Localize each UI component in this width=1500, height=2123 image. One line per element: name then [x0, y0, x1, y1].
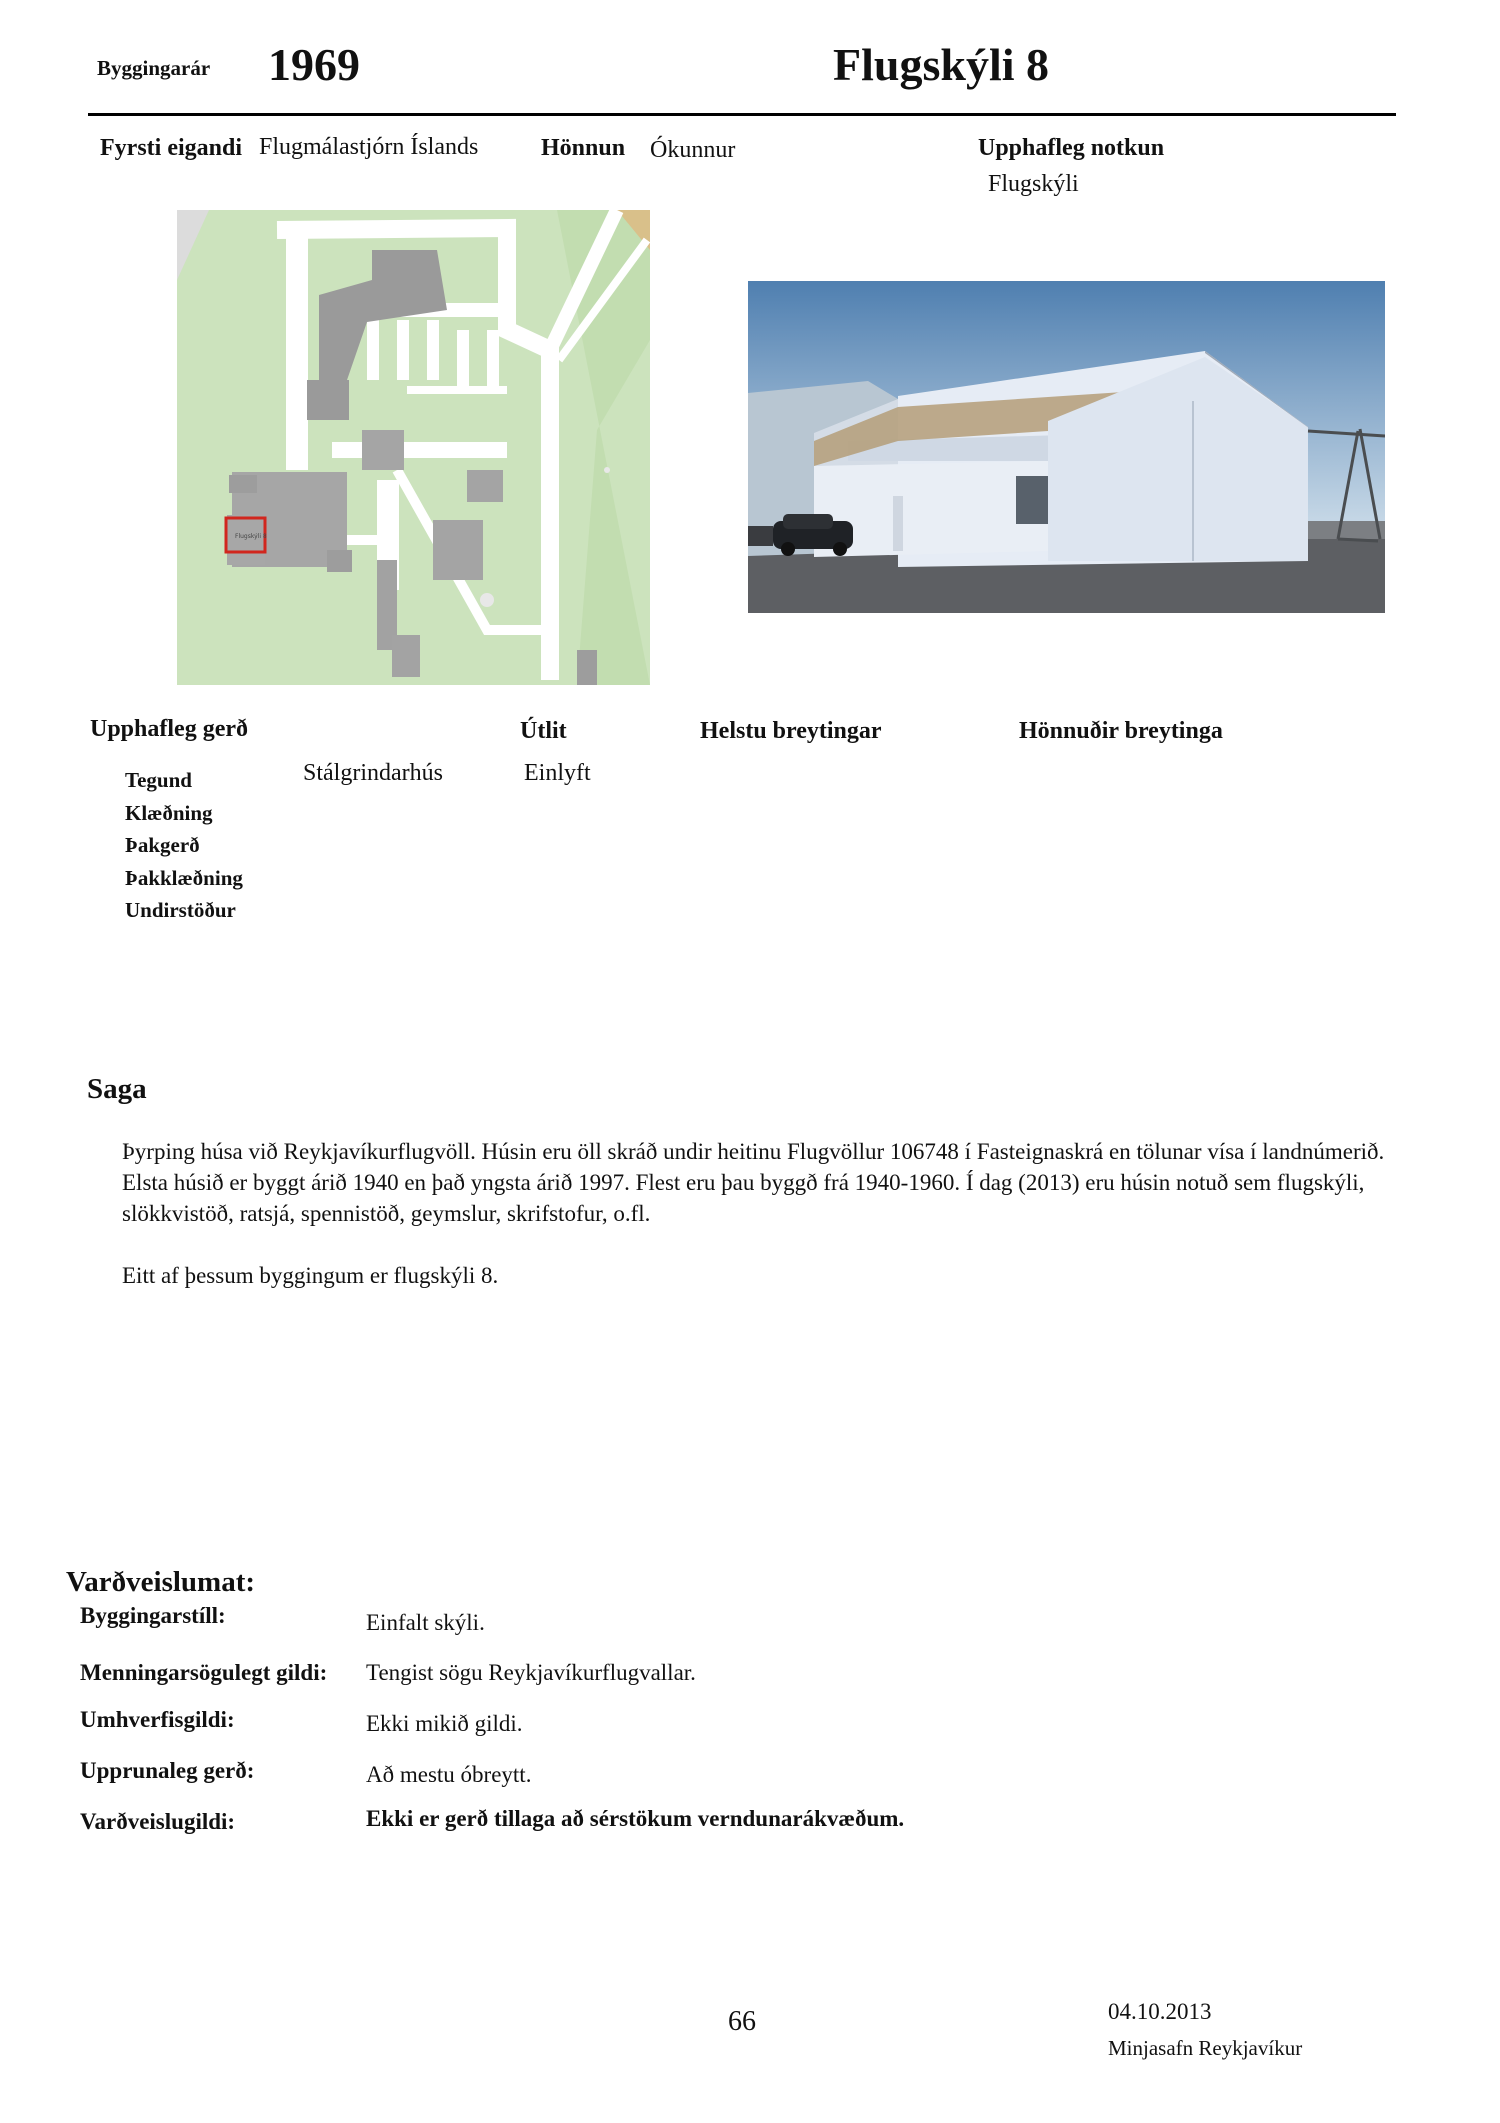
conservation-label-cultural: Menningarsögulegt gildi: — [80, 1660, 328, 1685]
conservation-value-style: Einfalt skýli. — [366, 1610, 485, 1635]
type-value: Stálgrindarhús — [303, 760, 443, 786]
hangar-photo — [748, 281, 1385, 613]
design-label: Hönnun — [541, 135, 626, 161]
original-type-heading: Upphafleg gerð — [90, 716, 248, 742]
spec-row-cladding: Klæðning — [125, 800, 213, 825]
spec-row-roof-type: Þakgerð — [125, 833, 200, 857]
history-paragraph-2: Eitt af þessum byggingum er flugskýli 8. — [122, 1263, 499, 1288]
appearance-value: Einlyft — [524, 760, 591, 786]
history-heading: Saga — [87, 1073, 147, 1105]
spec-rows — [125, 764, 243, 927]
page-number: 66 — [728, 2006, 756, 2037]
owner-value: Flugmálastjórn Íslands — [259, 134, 479, 160]
hangar-8-map-label: Flugskýli 8 — [235, 533, 267, 540]
conservation-label-value: Varðveislugildi: — [80, 1809, 236, 1834]
header-divider — [88, 113, 1396, 116]
construction-year-label: Byggingarár — [97, 56, 211, 80]
appearance-heading: Útlit — [520, 718, 567, 744]
spec-row-type: Tegund — [125, 768, 192, 792]
conservation-value-cultural: Tengist sögu Reykjavíkurflugvallar. — [366, 1660, 696, 1685]
conservation-label-environment: Umhverfisgildi: — [80, 1707, 235, 1732]
conservation-value-value: Ekki er gerð tillaga að sérstökum verndunarákvæðum. — [366, 1806, 905, 1831]
footer-organization: Minjasafn Reykjavíkur — [1108, 2036, 1303, 2060]
history-paragraph-1: Þyrping húsa við Reykjavíkurflugvöll. Húsin eru öll skráð undir heitinu Flugvöllur 106748 í Fasteignaskrá en tölunar vísa í landnúmerið. Elsta húsið er byggt árið 1940 en það yngsta árið 1997. Flest eru þau byggð frá 1940-1960. Í dag (2013) eru húsin notuð sem flugskýli, slökkvistöð, ratsjá, spennistöð, geymslur, skrifstofur, o.fl. — [122, 1139, 1385, 1226]
conservation-value-environment: Ekki mikið gildi. — [366, 1711, 523, 1736]
original-use-value: Flugskýli — [988, 171, 1079, 197]
design-value: Ókunnur — [650, 137, 736, 163]
site-map — [177, 210, 650, 685]
change-designers-heading: Hönnuðir breytinga — [1019, 718, 1223, 744]
hangar-photo-drawing — [748, 281, 1385, 613]
site-map-drawing — [177, 210, 650, 685]
main-changes-heading: Helstu breytingar — [700, 718, 882, 744]
conservation-label-style: Byggingarstíll: — [80, 1603, 226, 1628]
conservation-heading: Varðveislumat: — [66, 1566, 256, 1598]
owner-label: Fyrsti eigandi — [100, 135, 242, 161]
construction-year: 1969 — [268, 39, 360, 90]
conservation-label-original: Upprunaleg gerð: — [80, 1758, 255, 1783]
history-text — [122, 1136, 1392, 1322]
spec-row-roof-cladding: Þakklæðning — [125, 865, 243, 890]
conservation-value-original: Að mestu óbreytt. — [366, 1762, 532, 1787]
original-use-label: Upphafleg notkun — [978, 135, 1165, 161]
page-title: Flugskýli 8 — [833, 39, 1050, 90]
footer-date: 04.10.2013 — [1108, 1999, 1212, 2024]
spec-row-foundation: Undirstöður — [125, 898, 236, 922]
